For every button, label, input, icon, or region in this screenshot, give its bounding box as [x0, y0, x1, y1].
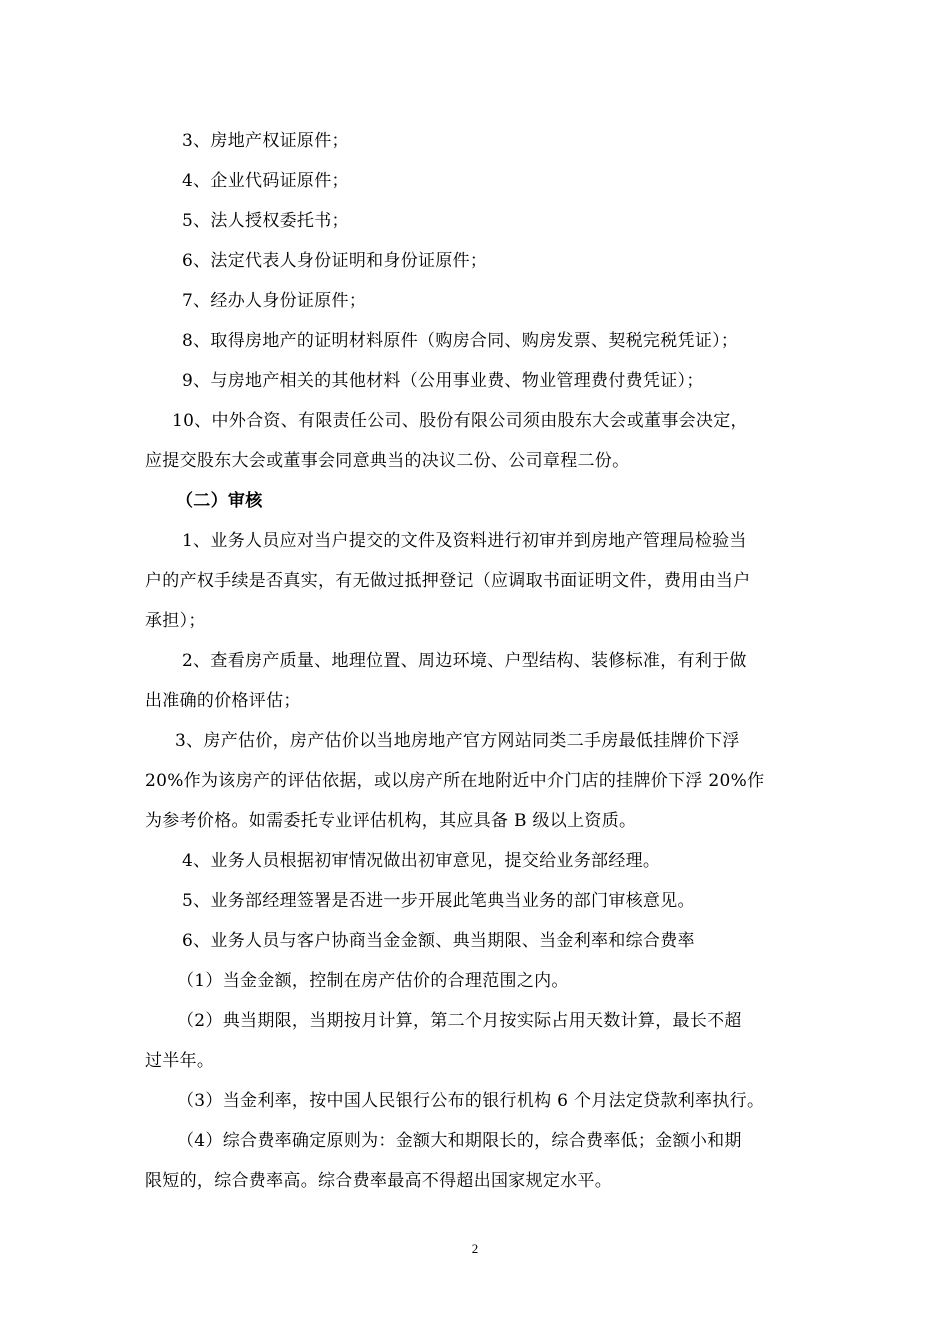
list-item-6: 6、法定代表人身份证明和身份证原件； [182, 251, 488, 271]
review-paragraph-6: 6、业务人员与客户协商当金金额、典当期限、当金利率和综合费率 [182, 931, 695, 951]
page-number: 2 [471, 1241, 479, 1256]
review-paragraph-1: 1、业务人员应对当户提交的文件及资料进行初审并到房地产管理局检验当 [182, 531, 747, 551]
subitem-interest-rate: （3）当金利率，按中国人民银行公布的银行机构 6 个月法定贷款利率执行。 [177, 1091, 765, 1111]
review-paragraph-4: 4、业务人员根据初审情况做出初审意见，提交给业务部经理。 [182, 851, 661, 871]
section-heading-review: （二）审核 [176, 491, 263, 511]
review-paragraph-2: 2、查看房产质量、地理位置、周边环境、户型结构、装修标准，有利于做 [182, 651, 747, 671]
subitem-term-continued: 过半年。 [145, 1051, 215, 1071]
subitem-fee-rate-continued: 限短的，综合费率高。综合费率最高不得超出国家规定水平。 [145, 1171, 613, 1191]
list-item-7: 7、经办人身份证原件； [182, 291, 367, 311]
list-item-10-continued: 应提交股东大会或董事会同意典当的决议二份、公司章程二份。 [145, 451, 630, 471]
list-item-3: 3、房地产权证原件； [182, 131, 349, 151]
review-paragraph-3: 3、房产估价，房产估价以当地房地产官方网站同类二手房最低挂牌价下浮 [175, 731, 740, 751]
subitem-term: （2）典当期限，当期按月计算，第二个月按实际占用天数计算，最长不超 [177, 1011, 742, 1031]
list-item-5: 5、法人授权委托书； [182, 211, 349, 231]
list-item-4: 4、企业代码证原件； [182, 171, 349, 191]
review-paragraph-2-line-2: 出准确的价格评估； [145, 691, 301, 711]
list-item-9: 9、与房地产相关的其他材料（公用事业费、物业管理费付费凭证）； [182, 371, 704, 391]
review-paragraph-3-line-3: 为参考价格。如需委托专业评估机构，其应具备 B 级以上资质。 [145, 811, 637, 831]
subitem-amount: （1）当金金额，控制在房产估价的合理范围之内。 [177, 971, 569, 991]
review-paragraph-3-line-2: 20%作为该房产的评估依据，或以房产所在地附近中介门店的挂牌价下浮 20%作 [145, 771, 765, 791]
list-item-10: 10、中外合资、有限责任公司、股份有限公司须由股东大会或董事会决定， [172, 411, 748, 431]
review-paragraph-1-line-3: 承担）； [145, 611, 206, 631]
review-paragraph-1-line-2: 户的产权手续是否真实，有无做过抵押登记（应调取书面证明文件，费用由当户 [145, 571, 751, 591]
list-item-8: 8、取得房地产的证明材料原件（购房合同、购房发票、契税完税凭证）； [182, 331, 739, 351]
review-paragraph-5: 5、业务部经理签署是否进一步开展此笔典当业务的部门审核意见。 [182, 891, 695, 911]
subitem-fee-rate: （4）综合费率确定原则为：金额大和期限长的，综合费率低；金额小和期 [177, 1131, 742, 1151]
